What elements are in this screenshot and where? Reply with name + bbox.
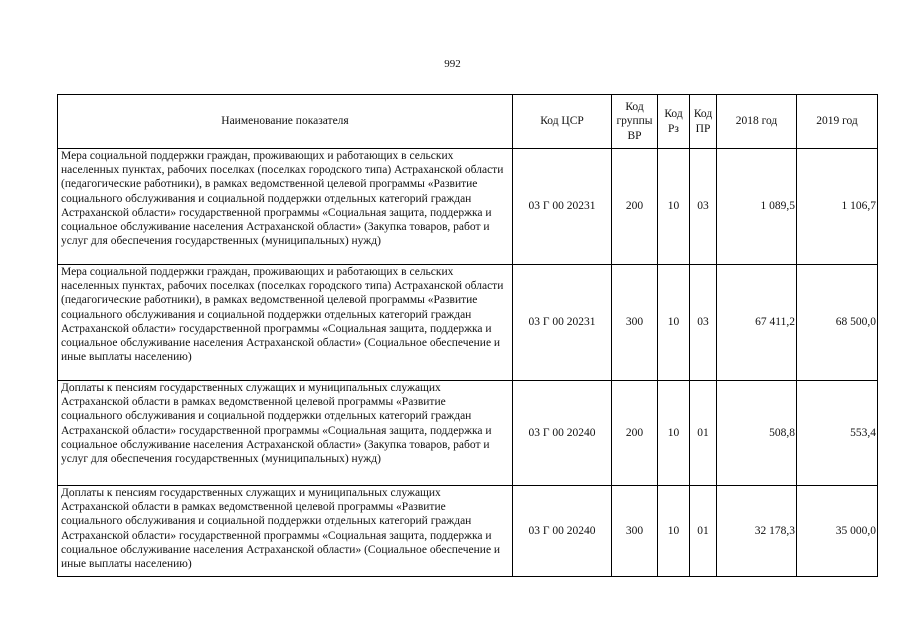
row-2019-cell: 1 106,7	[797, 149, 878, 265]
header-vr: Код группы ВР	[612, 95, 658, 149]
row-vr-cell: 300	[612, 486, 658, 577]
row-vr-cell: 300	[612, 265, 658, 381]
header-rz: Код Рз	[658, 95, 690, 149]
table-row	[58, 381, 878, 486]
row-pr-cell: 01	[690, 486, 717, 577]
row-2019-cell: 35 000,0	[797, 486, 878, 577]
table-row	[58, 149, 878, 265]
row-csr-cell: 03 Г 00 20231	[513, 149, 612, 265]
row-pr-cell: 03	[690, 265, 717, 381]
row-2019-cell: 68 500,0	[797, 265, 878, 381]
row-pr-cell: 03	[690, 149, 717, 265]
header-csr: Код ЦСР	[513, 95, 612, 149]
page-number: 992	[444, 58, 461, 70]
row-name-cell: Мера социальной поддержки граждан, проживающих и работающих в сельских населенных пунктах, рабочих поселках (поселках городского типа) Астраханской области (педагогические работники), в рамках ведомственной целевой программы «Развитие социального обслуживания и социальной поддержки отдельных категорий граждан Астраханской области» государственной программы «Социальная защита, поддержка и социальное обслуживание населения Астраханской области» (Закупка товаров, работ и услуг для обеспечения государственных (муниципальных) нужд)	[58, 149, 513, 265]
row-rz-cell: 10	[658, 381, 690, 486]
row-vr-cell: 200	[612, 149, 658, 265]
row-rz-cell: 10	[658, 149, 690, 265]
row-name-cell: Мера социальной поддержки граждан, проживающих и работающих в сельских населенных пунктах, рабочих поселках (поселках городского типа) Астраханской области (педагогические работники), в рамках ведомственной целевой программы «Развитие социального обслуживания и социальной поддержки отдельных категорий граждан Астраханской области» государственной программы «Социальная защита, поддержка и социальное обслуживание населения Астраханской области» (Социальное обеспечение и иные выплаты населению)	[58, 265, 513, 381]
row-csr-cell: 03 Г 00 20240	[513, 381, 612, 486]
row-2019-cell: 553,4	[797, 381, 878, 486]
table-header-row	[58, 95, 878, 149]
row-2018-cell: 1 089,5	[717, 149, 797, 265]
row-name-cell: Доплаты к пенсиям государственных служащих и муниципальных служащих Астраханской области в рамках ведомственной целевой программы «Развитие социального обслуживания и социальной поддержки отдельных категорий граждан Астраханской области» государственной программы «Социальная защита, поддержка и социальное обслуживание населения Астраханской области» (Закупка товаров, работ и услуг для обеспечения государственных (муниципальных) нужд)	[58, 381, 513, 486]
row-rz-cell: 10	[658, 265, 690, 381]
header-2018: 2018 год	[717, 95, 797, 149]
row-pr-cell: 01	[690, 381, 717, 486]
header-2019: 2019 год	[797, 95, 878, 149]
header-pr: Код ПР	[690, 95, 717, 149]
table-row	[58, 486, 878, 577]
table-row	[58, 265, 878, 381]
row-csr-cell: 03 Г 00 20231	[513, 265, 612, 381]
row-csr-cell: 03 Г 00 20240	[513, 486, 612, 577]
header-name: Наименование показателя	[58, 95, 513, 149]
row-2018-cell: 67 411,2	[717, 265, 797, 381]
row-vr-cell: 200	[612, 381, 658, 486]
row-rz-cell: 10	[658, 486, 690, 577]
row-2018-cell: 508,8	[717, 381, 797, 486]
budget-table	[57, 94, 878, 577]
row-name-cell: Доплаты к пенсиям государственных служащих и муниципальных служащих Астраханской области в рамках ведомственной целевой программы «Развитие социального обслуживания и социальной поддержки отдельных категорий граждан Астраханской области» государственной программы «Социальная защита, поддержка и социальное обслуживание населения Астраханской области» (Социальное обеспечение и иные выплаты населению)	[58, 486, 513, 577]
row-2018-cell: 32 178,3	[717, 486, 797, 577]
